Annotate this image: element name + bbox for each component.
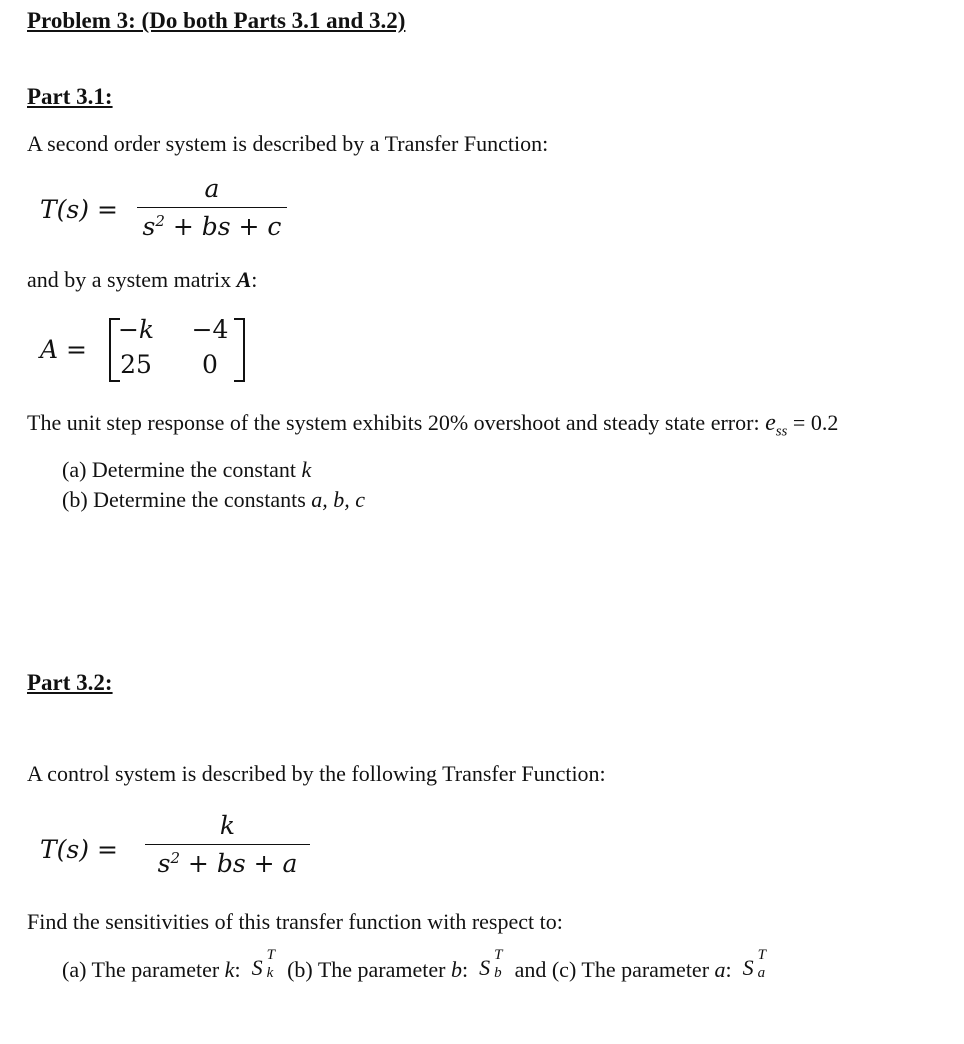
tf2-equals: = [96,835,118,864]
sens-question-a: (a) The parameter k: S T k [62,957,282,982]
sensitivity-a-symbol: S T a [742,947,766,981]
problem-title: Problem 3: (Do both Parts 3.1 and 3.2) [27,8,406,33]
sensitivity-questions [62,947,773,983]
matrix-lhs: A [40,335,59,364]
sensitivity-prompt: Find the sensitivities of this transfer function with respect to: [27,909,563,934]
matrix-r1c1: −k [117,315,155,344]
matrix-r1c2: −4 [191,315,229,344]
part1-intro: A second order system is described by a Transfer Function: [27,131,549,156]
question-b: (b) Determine the constants a, b, c [62,487,366,512]
matrix-r2c1: 25 [120,350,152,379]
sensitivity-k-symbol: S T k [251,947,275,981]
tf1-numerator: a [204,174,220,203]
question-a: (a) Determine the constant k [62,457,312,482]
matrix-r2c2: 0 [202,350,218,379]
tf1-equals: = [96,195,118,224]
part1-heading: Part 3.1: [27,84,113,109]
sens-question-c: and (c) The parameter a: S T a [515,957,773,982]
tf2-numerator: k [219,811,236,840]
tf1-lhs: T(s) [40,195,90,224]
sensitivity-b-symbol: S T b [479,947,503,981]
matrix-intro: and by a system matrix A: [27,267,258,292]
part2-intro: A control system is described by the following Transfer Function: [27,761,606,786]
tf2-lhs: T(s) [40,835,90,864]
tf2-denominator: $s^2$ + bs + a [157,849,298,878]
part2-heading: Part 3.2: [27,670,113,695]
sens-question-b: (b) The parameter b: S T b [287,957,509,982]
matrix-equals: = [66,335,87,364]
step-response-statement: The unit step response of the system exhibits 20% overshoot and steady state error: $e_{ss} = 0.2$ [27,410,839,440]
tf1-denominator: $s^2$ + bs + c [142,212,282,241]
